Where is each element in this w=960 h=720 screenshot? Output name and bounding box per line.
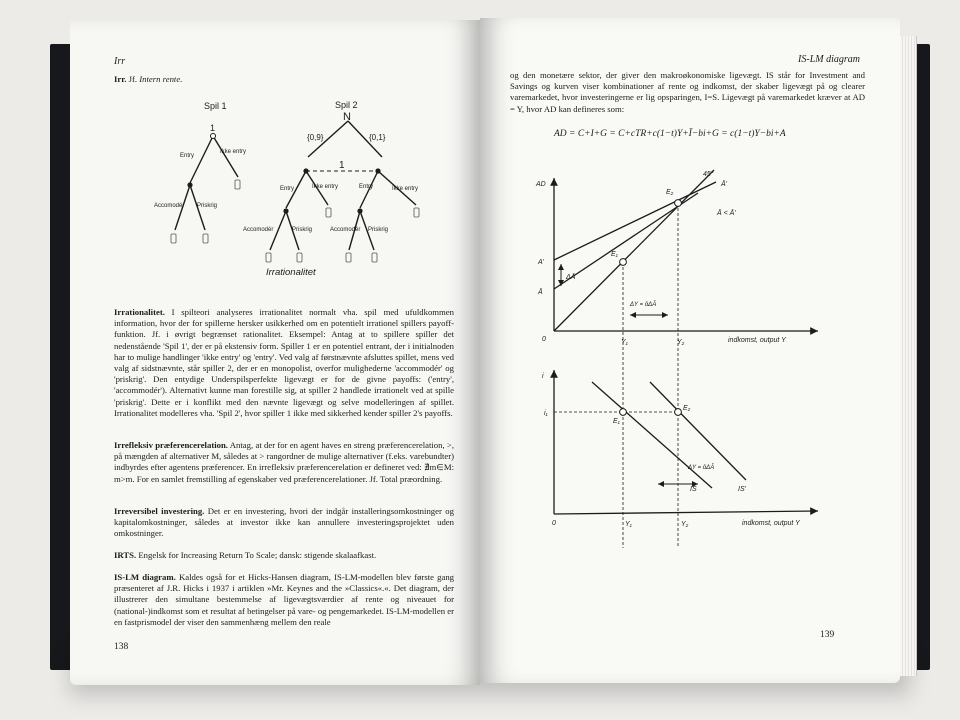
irrationalitet-term: Irrationalitet. xyxy=(114,307,165,317)
g2-accommodate-a: Accomodér xyxy=(243,227,274,233)
g2-entry-a: Entry xyxy=(280,186,295,192)
entry-irts xyxy=(114,550,454,561)
g2-accommodate-b: Accomodér xyxy=(330,227,361,233)
entry-irrefleksiv xyxy=(114,440,454,485)
ad-equation: AD = C+I+G = C+cTR+c(1−t)Y+Ī−bi+G = c(1−t)Y−bi+A xyxy=(554,129,786,139)
prob-a: {0,9} xyxy=(307,133,324,142)
g1-accommodate: Accomodér xyxy=(154,203,185,209)
label-y1-upper: Y₁ xyxy=(621,339,628,346)
upper-y-label: AD xyxy=(536,181,546,188)
label-a-prime: Ā' xyxy=(721,181,728,188)
label-delta-a: ΔĀ xyxy=(566,274,576,281)
game2-title: Spil 2 xyxy=(335,100,358,110)
label-is-prime: IS' xyxy=(738,486,746,493)
label-a-tick: A' xyxy=(538,259,545,266)
islm-diagrams xyxy=(480,18,900,578)
lower-y-label: i xyxy=(542,373,544,380)
point-e2-upper xyxy=(675,200,682,207)
label-e2-lower: E₂ xyxy=(683,405,691,412)
label-e1-upper: E₁ xyxy=(611,251,618,258)
g2-price-war-a: Priskrig xyxy=(292,227,313,233)
ad-line-a xyxy=(554,193,698,289)
label-delta-y-lower: ΔY = ᾱΔĀ xyxy=(688,465,715,471)
nature-node: N xyxy=(343,111,351,123)
entry-text: Jf. xyxy=(126,74,140,84)
label-y2-upper: Y₂ xyxy=(677,339,685,346)
node-c xyxy=(283,208,288,213)
label-is: IS xyxy=(690,486,697,493)
page-number-left: 138 xyxy=(114,642,129,652)
irts-text: Engelsk for Increasing Return To Scale; dansk: stigende skalaafkast. xyxy=(136,550,377,560)
lower-origin: 0 xyxy=(552,520,556,527)
game1-title: Spil 1 xyxy=(204,101,227,111)
point-e1-lower xyxy=(620,409,627,416)
node-label-1: 1 xyxy=(210,123,216,133)
g2-no-entry-b: Ikke entry xyxy=(392,186,419,192)
islm-term: IS-LM diagram. xyxy=(114,572,176,582)
entry-irreversibel xyxy=(114,506,454,540)
entry-irrationalitet xyxy=(114,307,454,419)
game-tree-figure xyxy=(70,20,480,300)
g2-no-entry-a: Ikke entry xyxy=(312,184,339,190)
left-page xyxy=(70,20,480,685)
g1-entry: Entry xyxy=(180,153,195,159)
g2-entry-b: Entry xyxy=(359,184,374,190)
entry-ref: Intern rente. xyxy=(139,74,183,84)
page-number-right: 139 xyxy=(820,630,835,640)
prob-b: {0,1} xyxy=(369,133,386,142)
irreversibel-term: Irreversibel investering. xyxy=(114,506,205,516)
figure-caption: Irrationalitet xyxy=(266,267,316,278)
label-delta-y-upper: ΔY = ᾱΔĀ xyxy=(630,302,657,308)
node-b xyxy=(375,168,380,173)
lower-x-label: indkomst, output Y xyxy=(742,520,800,527)
running-head-right: IS-LM diagram xyxy=(798,54,860,65)
upper-x-label: indkomst, output Y xyxy=(728,337,786,344)
g2-price-war-b: Priskrig xyxy=(368,227,389,233)
entry-islm xyxy=(114,572,454,628)
running-head-left: Irr xyxy=(114,56,126,67)
label-e2-upper: E₂ xyxy=(666,189,674,196)
islm-text: Kaldes også for et Hicks-Hansen diagram, IS-LM-modellen blev første gang præsenteret af J.R. Hicks i 1937 i artiklen »Mr. Keynes and the »Classics«.«. Det diagram, der illustrerer den simultane bestemmelse af ligevægtsværdier af rente og niveauet for (national-)indkomst som et resultat af betingelser på vare- og pengemarkedet. IS-LM-modellen er en fastprismodel der viser den sammenhæng mellem den reale xyxy=(114,572,455,627)
label-e1-lower: E₁ xyxy=(613,418,620,425)
point-e1-upper xyxy=(620,259,627,266)
node-player2 xyxy=(187,182,192,187)
label-y2-lower: Y₂ xyxy=(681,521,689,528)
label-y1-lower: Y₁ xyxy=(625,521,632,528)
irrefleksiv-term: Irrefleksiv præferencerelation. xyxy=(114,440,228,450)
islm-continued-text: og den monetære sektor, der giver den makroøkonomiske ligevægt. IS står for Investment and Savings og kurven viser kombinationer af rente og indkomst, der skaber ligevægt på og clearer varemarkedet, hvor investeringerne er lig opsparingen, I=S. Ligevægt på varemarkedet kræver at AD = Y, hvor AD kan defineres som: xyxy=(510,70,865,114)
node-root-1 xyxy=(211,134,216,139)
node-a xyxy=(303,168,308,173)
ad-line-a-prime xyxy=(554,182,716,260)
lower-x-axis xyxy=(554,511,818,514)
label-i1: i₁ xyxy=(544,410,548,417)
irreversibel-text: Det er en investering, hvori der indgår installeringsomkostninger og kapitalomkostninger, således at investor ikke kan annullere investeringsprojektet uden omkostninger. xyxy=(114,506,454,539)
irrationalitet-text: I spilteori analyseres irrationalitet normalt vha. spil med ufuldkommen information, hvor der for spillerne hersker usikkerhed om en potentielt irrationel spillers payoff-funktion. Jf. i øvrigt begrænset rationalitet. Eksempel: Antag at to spillere spiller det nedenstående 'Spil 1', der er på ekstensiv form. Spiller 1 er en potentiel entrant, der i initialnoden har to mulige handlinger 'ikke entry' og 'entry'. Ved valg af førstnævnte afsluttes spillet, mens ved valg af sidstnævnte, står spiller 2, der er en monopolist, overfor mulighederne 'accommodér' og 'priskrig'. Den entydige Underspilsperfekte ligevægt er for de givne payoffs: ('entry', 'accommodér'). Alternativt kunne man forestille sig, at spiller 2 handlede irrationelt ved at spille 'priskrig'. Dette er i konflikt med den nævnte ligevægt og selve modelleringen af spillet. Irrationalitet modelleres vha. 'Spil 2', hvor spiller 1 ikke med sikkerhed kender spiller 2's payoffs. xyxy=(114,307,454,418)
g1-no-entry: Ikke entry xyxy=(220,149,247,155)
point-e2-lower xyxy=(675,409,682,416)
g1-price-war: Priskrig xyxy=(197,203,218,209)
entry-term: Irr. xyxy=(114,74,127,84)
is-curve xyxy=(592,382,715,488)
label-condition: Ā < Ā' xyxy=(717,210,736,217)
irts-term: IRTS. xyxy=(114,550,137,560)
node-d xyxy=(357,208,362,213)
label-a-bar: Ā xyxy=(538,289,543,296)
right-page xyxy=(480,18,900,683)
info-set-label: 1 xyxy=(339,160,345,171)
irrefleksiv-text: Antag, at der for en agent haves en streng præferencerelation, >, på mængden af alternativer M, således at > rangordner de mulige alternativer (f.eks. varebundter) indbyrdes efter agentens præferencer. En irrefleksiv præferencerelation er defineret ved: ∄m∈M: m>m. For en samlet fremstilling af egenskaber ved præferencerelationer. Jf. Total præordning. xyxy=(114,440,455,484)
label-45: 45° xyxy=(703,171,714,178)
upper-origin: 0 xyxy=(542,336,546,343)
